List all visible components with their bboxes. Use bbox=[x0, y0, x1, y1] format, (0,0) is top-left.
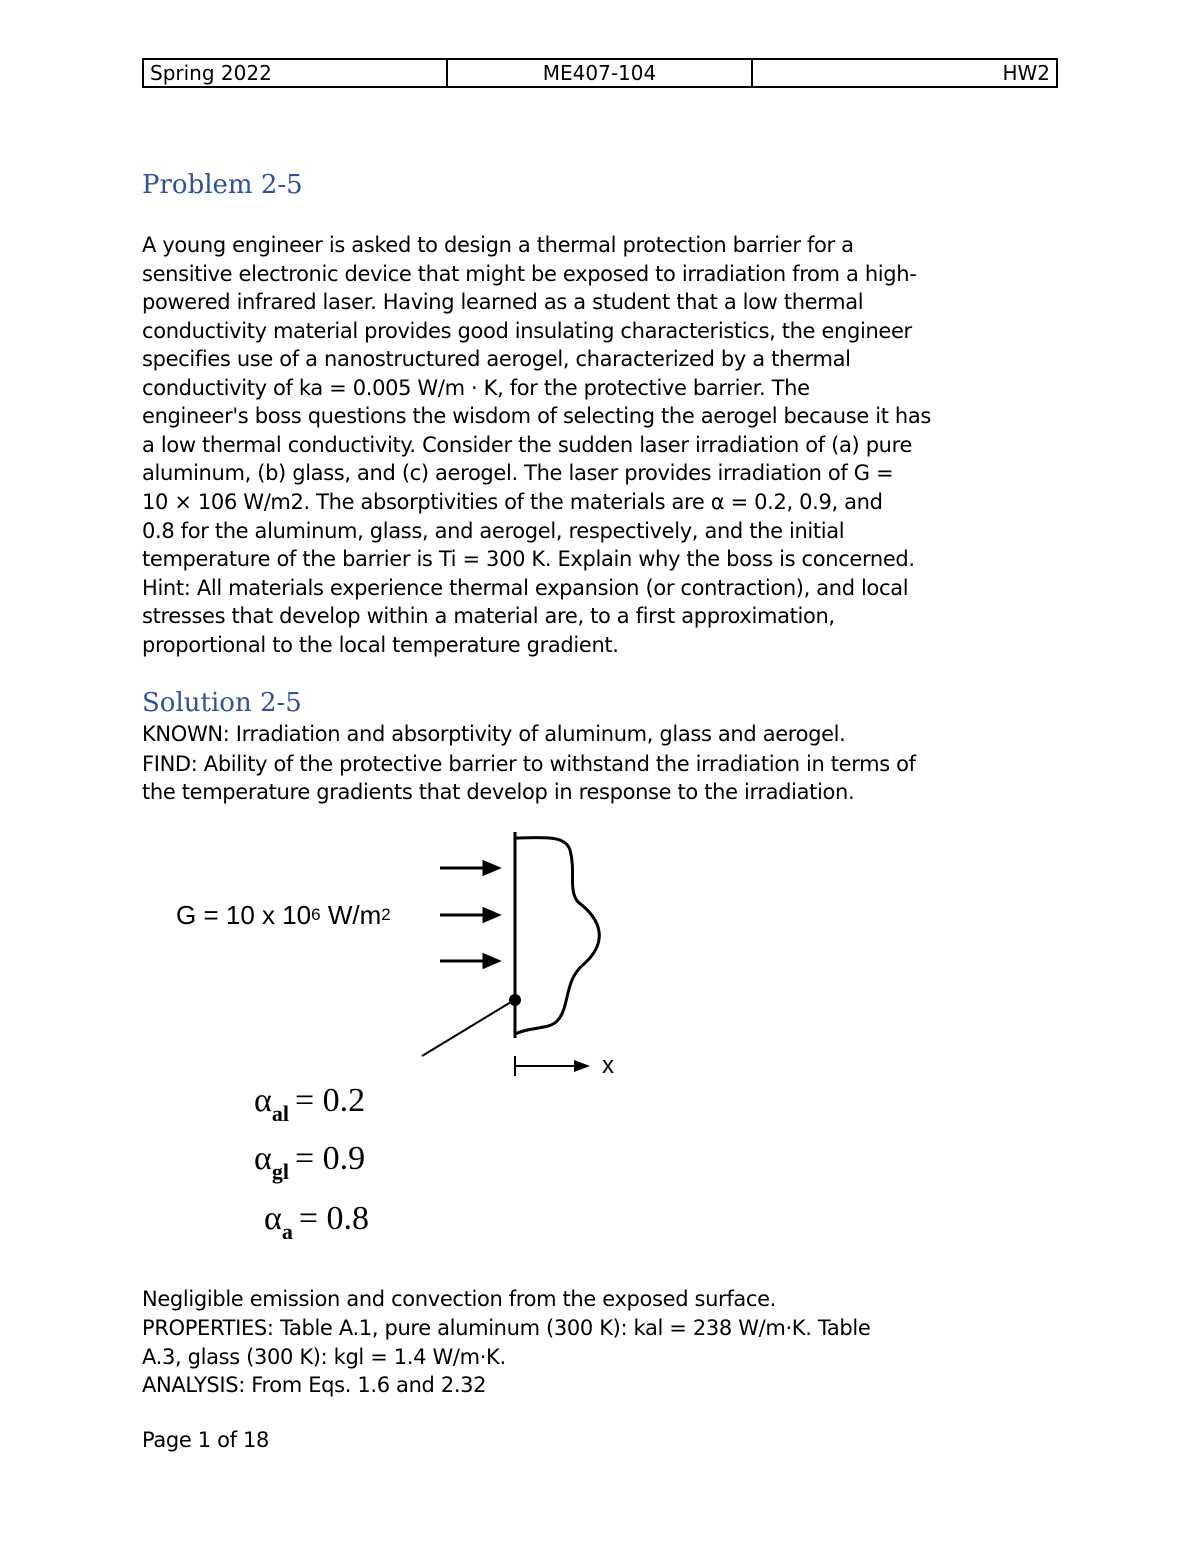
alpha-aerogel: $\alpha_a = 0.8$ bbox=[264, 1200, 370, 1244]
temperature-profile bbox=[515, 838, 599, 1034]
problem-line: specifies use of a nanostructured aerogel, characterized by a thermal bbox=[142, 347, 851, 371]
header-term: Spring 2022 bbox=[144, 60, 448, 86]
x-axis-arrowhead bbox=[574, 1060, 590, 1072]
irradiation-arrows bbox=[440, 862, 498, 967]
alpha-aluminum: $\alpha_{al} = 0.2$ bbox=[254, 1082, 366, 1126]
solution-line: the temperature gradients that develop in response to the irradiation. bbox=[142, 780, 855, 804]
problem-line: conductivity material provides good insulating characteristics, the engineer bbox=[142, 319, 912, 343]
header-course: ME407-104 bbox=[448, 60, 753, 86]
problem-line: sensitive electronic device that might be exposed to irradiation from a high- bbox=[142, 262, 917, 286]
barrier-sketch bbox=[140, 820, 660, 1260]
problem-line: engineer's boss questions the wisdom of selecting the aerogel because it has bbox=[142, 404, 931, 428]
x-axis-label: x bbox=[602, 1052, 614, 1079]
irradiation-label: G = 10 x $10^6$ $W/m^2$ bbox=[176, 900, 391, 930]
problem-line: A young engineer is asked to design a thermal protection barrier for a bbox=[142, 233, 854, 257]
problem-line: 10 × 106 W/m2. The absorptivities of the materials are α = 0.2, 0.9, and bbox=[142, 490, 883, 514]
irradiation-diagram bbox=[140, 820, 660, 1260]
problem-line: aluminum, (b) glass, and (c) aerogel. The laser provides irradiation of G = bbox=[142, 461, 894, 485]
problem-line: temperature of the barrier is Ti = 300 K. Explain why the boss is concerned. bbox=[142, 547, 915, 571]
header-table bbox=[142, 58, 1058, 88]
page-number: Page 1 of 18 bbox=[142, 1428, 269, 1452]
solution-line: KNOWN: Irradiation and absorptivity of aluminum, glass and aerogel. bbox=[142, 722, 846, 746]
problem-line: conductivity of ka = 0.005 W/m · K, for the protective barrier. The bbox=[142, 376, 810, 400]
problem-line: 0.8 for the aluminum, glass, and aerogel, respectively, and the initial bbox=[142, 519, 845, 543]
problem-line: a low thermal conductivity. Consider the sudden laser irradiation of (a) pure bbox=[142, 433, 913, 457]
problem-line: powered infrared laser. Having learned as a student that a low thermal bbox=[142, 290, 864, 314]
solution-line: PROPERTIES: Table A.1, pure aluminum (300 K): kal = 238 W/m·K. Table bbox=[142, 1316, 871, 1340]
solution-title: Solution 2-5 bbox=[142, 688, 302, 718]
problem-title: Problem 2-5 bbox=[142, 170, 303, 200]
surface-point bbox=[509, 994, 521, 1006]
header-assignment: HW2 bbox=[1002, 61, 1050, 85]
problem-line: Hint: All materials experience thermal expansion (or contraction), and local bbox=[142, 576, 909, 600]
solution-line: A.3, glass (300 K): kgl = 1.4 W/m·K. bbox=[142, 1345, 506, 1369]
problem-line: proportional to the local temperature gradient. bbox=[142, 633, 619, 657]
solution-line: ANALYSIS: From Eqs. 1.6 and 2.32 bbox=[142, 1373, 487, 1397]
leader-line bbox=[422, 1002, 511, 1056]
solution-line: FIND: Ability of the protective barrier to withstand the irradiation in terms of bbox=[142, 752, 916, 776]
alpha-glass: $\alpha_{gl} = 0.9$ bbox=[254, 1140, 366, 1184]
problem-line: stresses that develop within a material are, to a first approximation, bbox=[142, 604, 835, 628]
solution-line: Negligible emission and convection from the exposed surface. bbox=[142, 1287, 776, 1311]
